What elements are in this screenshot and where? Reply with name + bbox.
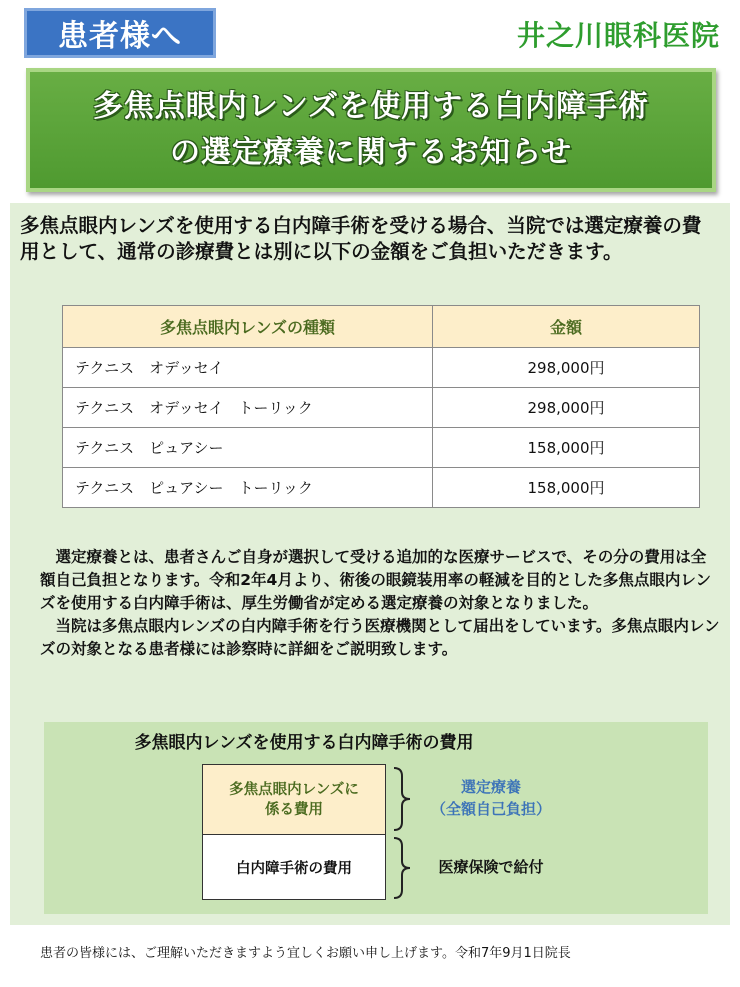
lens-price: 298,000円 bbox=[433, 388, 700, 428]
footer-note: 患者の皆様には、ご理解いただきますよう宜しくお願い申し上げます。令和7年9月1日院長 bbox=[40, 946, 571, 961]
explanation-text bbox=[40, 546, 720, 661]
lens-price: 298,000円 bbox=[433, 348, 700, 388]
clinic-name: 井之川眼科医院 bbox=[516, 19, 720, 52]
notice-tag: 患者様へ bbox=[24, 8, 216, 58]
selective-care-label bbox=[416, 776, 566, 820]
banner-title-line1: 多焦点眼内レンズを使用する白内障手術 bbox=[92, 89, 650, 124]
lens-fee-table bbox=[62, 305, 700, 508]
lens-cost-label-line1: 多焦点眼内レンズに bbox=[229, 781, 359, 798]
cost-breakdown-title: 多焦眼内レンズを使用する白内障手術の費用 bbox=[134, 733, 474, 753]
lens-cost-box bbox=[202, 764, 386, 834]
table-header-row bbox=[63, 306, 700, 348]
lens-name: テクニス オデッセイ トーリック bbox=[63, 388, 433, 428]
lens-name: テクニス オデッセイ bbox=[63, 348, 433, 388]
lens-name: テクニス ピュアシー bbox=[63, 428, 433, 468]
header-lens-type: 多焦点眼内レンズの種類 bbox=[63, 306, 433, 348]
table-row bbox=[63, 388, 700, 428]
right-brace-icon bbox=[392, 766, 414, 832]
intro-text: 多焦点眼内レンズを使用する白内障手術を受ける場合、当院では選定療養の費用として、通常の診療費とは別に以下の金額をご負担いただきます。 bbox=[20, 214, 702, 263]
lens-name: テクニス ピュアシー トーリック bbox=[63, 468, 433, 508]
lens-price: 158,000円 bbox=[433, 428, 700, 468]
explanation-para-2: 当院は多焦点眼内レンズの白内障手術を行う医療機関として届出をしています。多焦点眼内レンズの対象となる患者様には診察時に詳細をご説明致します。 bbox=[40, 617, 720, 658]
table-row bbox=[63, 468, 700, 508]
table-row bbox=[63, 428, 700, 468]
lens-price: 158,000円 bbox=[433, 468, 700, 508]
surgery-cost-box: 白内障手術の費用 bbox=[202, 834, 386, 900]
header-amount: 金額 bbox=[433, 306, 700, 348]
lens-cost-label-line2: 係る費用 bbox=[264, 801, 323, 818]
insurance-label: 医療保険で給付 bbox=[438, 858, 544, 876]
selective-care-line2: （全額自己負担） bbox=[430, 800, 551, 818]
right-brace-icon bbox=[392, 836, 414, 900]
cost-breakdown-box bbox=[44, 722, 708, 914]
banner-title-line2: の選定療養に関するお知らせ bbox=[169, 135, 573, 170]
explanation-para-1: 選定療養とは、患者さんご自身が選択して受ける追加的な医療サービスで、その分の費用は全額自己負担となります。令和2年4月より、術後の眼鏡装用率の軽減を目的とした多焦点眼内レンズを使用する白内障手術は、厚生労働省が定める選定療養の対象となりました。 bbox=[40, 548, 711, 612]
selective-care-line1: 選定療養 bbox=[460, 778, 521, 796]
table-row bbox=[63, 348, 700, 388]
title-banner bbox=[26, 68, 716, 192]
